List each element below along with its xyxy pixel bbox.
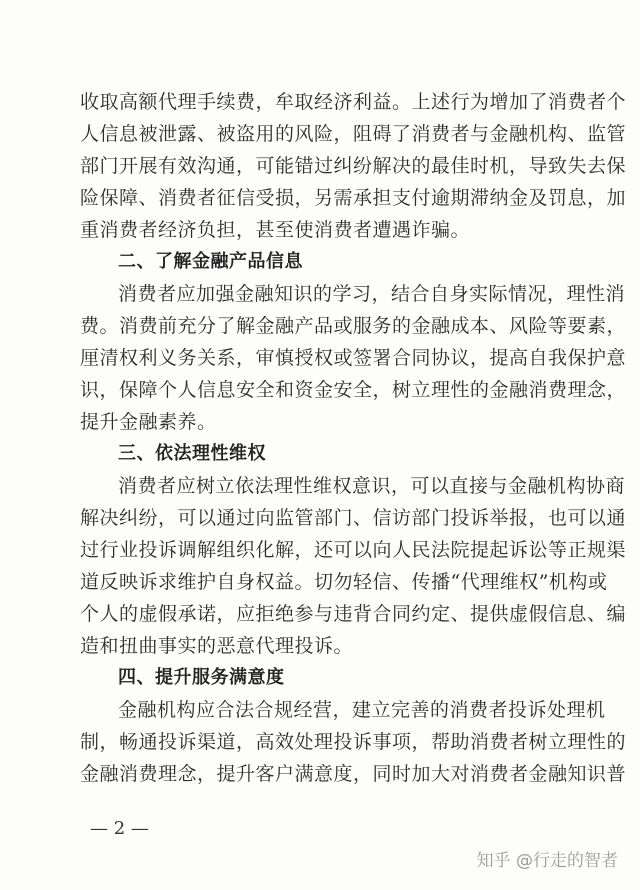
paragraph-line: 收取高额代理手续费，牟取经济利益。上述行为增加了消费者个	[80, 91, 627, 113]
paragraph-line: 消费者应树立依法理性维权意识，可以直接与金融机构协商	[118, 475, 626, 497]
paragraph-line: 提升金融素养。	[80, 411, 217, 433]
paragraph-line: 金融机构应合法合规经营，建立完善的消费者投诉处理机	[118, 699, 606, 721]
paragraph-line: 过行业投诉调解组织化解，还可以向人民法院提起诉讼等正规渠	[80, 539, 627, 561]
section-heading: 三、依法理性维权	[118, 443, 266, 464]
page-number: — 2 —	[90, 818, 149, 839]
paragraph-line: 重消费者经济负担，甚至使消费者遭遇诈骗。	[80, 219, 471, 241]
paragraph-line: 险保障、消费者征信受损，另需承担支付逾期滞纳金及罚息，加	[80, 187, 627, 209]
paragraph-line: 解决纠纷，可以通过向监管部门、信访部门投诉举报，也可以通	[80, 507, 627, 529]
section-heading: 二、了解金融产品信息	[118, 251, 303, 272]
section-heading: 四、提升服务满意度	[118, 667, 285, 688]
paragraph-line: 人信息被泄露、被盗用的风险，阻碍了消费者与金融机构、监管	[80, 123, 627, 145]
paragraph-line: 造和扭曲事实的恶意代理投诉。	[80, 635, 354, 657]
paragraph-line: 费。消费前充分了解金融产品或服务的金融成本、风险等要素，	[80, 315, 627, 337]
paragraph-line: 金融消费理念，提升客户满意度，同时加大对消费者金融知识普	[80, 763, 627, 785]
paragraph-line: 厘清权利义务关系，审慎授权或签署合同协议，提高自我保护意	[80, 347, 627, 369]
paragraph-line: 道反映诉求维护自身权益。切勿轻信、传播“代理维权”机构或	[80, 571, 608, 593]
paragraph-line: 个人的虚假承诺，应拒绝参与违背合同约定、提供虚假信息、编	[80, 603, 627, 625]
paragraph-line: 制，畅通投诉渠道，高效处理投诉事项，帮助消费者树立理性的	[80, 731, 627, 753]
watermark-text: 知乎 @行走的智者	[476, 851, 618, 871]
paragraph-line: 消费者应加强金融知识的学习，结合自身实际情况，理性消	[118, 283, 626, 305]
paragraph-line: 部门开展有效沟通，可能错过纠纷解决的最佳时机，导致失去保	[80, 155, 627, 177]
paragraph-line: 识，保障个人信息安全和资金安全，树立理性的金融消费理念，	[80, 379, 627, 401]
document-body	[80, 86, 627, 790]
